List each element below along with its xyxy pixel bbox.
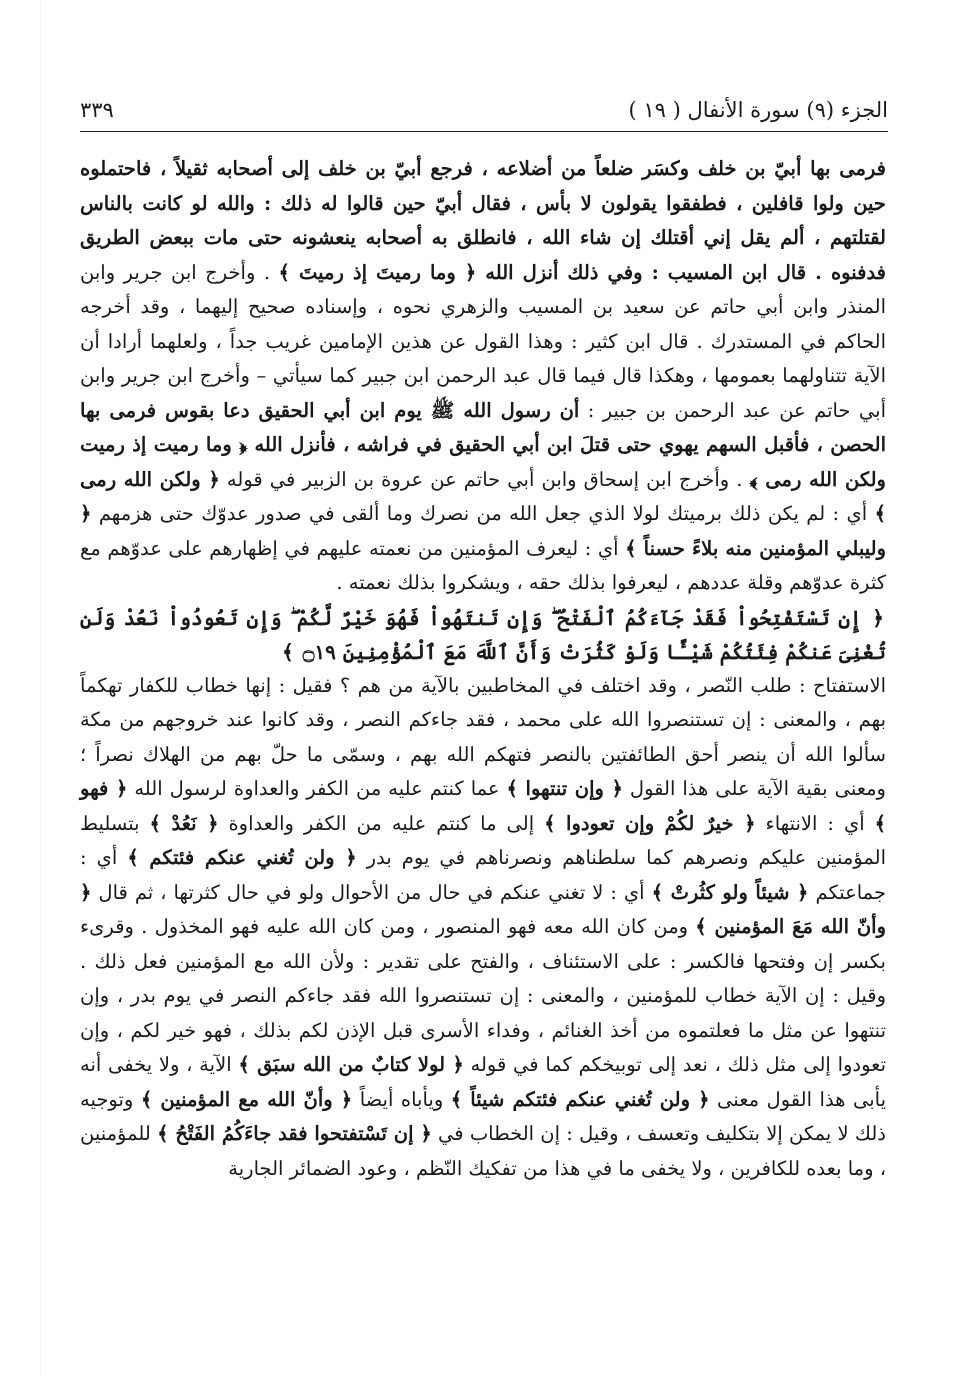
quoted-text-run: ﴿ وأنّ الله مع المؤمنين ﴾ bbox=[140, 1087, 353, 1111]
text-run: أي : ليعرف المؤمنين من نعمته عليهم في إظهارهم على عدوّهم مع كثرة عدوّهم وقلة عددهم ، ليعرفوا بذلك حقه ، ويشكروا بذلك نعمته . bbox=[80, 536, 886, 594]
quoted-text-run: ﴿ وليبلي المؤمنين منه بلاءً حسناً ﴾ bbox=[80, 502, 886, 560]
text-run: ويأباه أيضاً bbox=[352, 1087, 451, 1111]
text-run: أي : جماعتكم bbox=[80, 846, 886, 904]
quoted-text-run: ﴿ وإن تنتهوا ﴾ bbox=[506, 777, 623, 800]
page-body bbox=[80, 152, 886, 1186]
verse-text: إِن تَسْتَفْتِحُواْ فَقَدْ جَآءَكُمُ ٱلْفَتْحُ ۖ وَإِن تَنتَهُواْ فَهُوَ خَيْرٌ لَّكُمْ ۖ وَإِن تَعُودُواْ نَعُدْ وَلَن تُغْنِىَ عَنكُمْ فِئَتُكُمْ شَيْـًٔا وَلَوْ كَثُرَتْ وَأَنَّ ٱللَّهَ مَعَ ٱلْمُؤْمِنِينَ ۝١٩ bbox=[80, 605, 886, 664]
quoted-text-run: ﴿ وأنّ الله مَعَ المؤمنين ﴾ bbox=[80, 880, 886, 938]
verse-open-bracket: ﴿ bbox=[872, 605, 884, 630]
commentary-paragraph-1 bbox=[80, 152, 886, 601]
quoted-text-run: ﴿ لولا كتابٌ من الله سبَق ﴾ bbox=[238, 1053, 464, 1076]
text-run: الاستفتاح : طلب النّصر ، وقد اختلف في المخاطبين بالآية من هم ؟ فقيل : إنها خطاب للكفار تهكماً بهم ، والمعنى : إن تستنصروا الله على محمد ، فقد جاءكم النصر ، وقد كانوا عند خروجهم من مكة سألوا الله أن ينصر أحق الطائفتين بالنصر فتهكم الله بهم ، وسمّى ما حلّ بهم من الهلاك نصراً ؛ ومعنى بقية الآية على هذا القول bbox=[80, 673, 886, 800]
text-run: للمؤمنين ، وما بعده للكافرين ، ولا يخفى ما في هذا من تفكيك النّظم ، وعود الضمائر الجارية bbox=[80, 1122, 886, 1180]
quran-verse bbox=[80, 601, 886, 669]
text-run: أي : لم يكن ذلك برميتك لولا الذي جعل الله من نصرك وما ألقى في صدور عدوّك حتى هزمهم bbox=[91, 502, 875, 525]
text-run: بتسليط المؤمنين عليكم ونصرهم كما سلطناهم ونصرناهم في يوم بدر bbox=[80, 811, 887, 869]
verse-close-bracket: ﴾ bbox=[282, 639, 294, 664]
quoted-text-run: ﴿ خيرٌ لكُمْ وإن تعودوا ﴾ bbox=[544, 811, 756, 835]
quoted-text-run: ﴿ ولكن الله رمى ﴾ bbox=[80, 467, 886, 525]
text-run: ومن كان الله معه فهو المنصور ، ومن كان الله عليه فهو المخذول . وقرىء بكسر إن وفتحها فالكسر : على الاستئناف ، والفتح على تقدير : ولأن الله مع المؤمنين فعل ذلك . وقيل : إن الآية خطاب للمؤمنين ، والمعنى : إن تستنصروا الله فقد جاءكم النصر في يوم بدر ، وإن تنتهوا عن مثل ما فعلتموه من أخذ الغنائم ، وفداء الأسرى قبل الإذن لكم بذلك ، فهو خير لكم ، وإن تعودوا إلى مثل ذلك ، نعد إلى توبيخكم كما في قوله bbox=[80, 915, 886, 1076]
quoted-text-run: ﴿ ولن تُغني عنكم فئتكم ﴾ bbox=[127, 846, 357, 869]
quoted-text-run: أن رسول الله ﷺ يوم ابن أبي الحقيق دعا بقوس فرمى بها الحصن ، فأقبل السهم يهوي حتى قتلَ ابن أبي الحقيق في فراشه ، فأنزل الله ﴿ وما رميت إذ رميت ولكن الله رمى ﴾ bbox=[80, 398, 886, 491]
page-number: ٣٣٩ bbox=[80, 98, 114, 122]
text-run: الآية ، ولا يخفى أنه يأبى هذا القول معنى bbox=[80, 1053, 887, 1111]
text-run: أي : لا تغني عنكم في حال من الأحوال ولو في حال كثرتها ، ثم قال bbox=[91, 880, 652, 904]
quoted-text-run: ﴿ إن تَسْتفتحوا فقد جاءَكُمُ الفَتْحُ ﴾ bbox=[157, 1122, 432, 1145]
quoted-text-run: ﴿ شيئاً ولو كثُرتْ ﴾ bbox=[651, 880, 809, 904]
quoted-text-run: ﴿ نَعُدْ ﴾ bbox=[149, 811, 219, 835]
quoted-text-run: ﴿ ولن تُغني عنكم فئتكم شيئاً ﴾ bbox=[450, 1087, 710, 1111]
quoted-text-run: ﴿ وما رميتَ إذ رميتَ ﴾ bbox=[278, 260, 477, 284]
text-run: وتوجيه ذلك لا يمكن إلا بتكليف وتعسف ، وقيل : إن الخطاب في bbox=[80, 1087, 886, 1145]
text-run: . وأخرج ابن جرير وابن المنذر وابن أبي حاتم عن سعيد بن المسيب والزهري نحوه ، وإسناده صحيح إليهما ، وقد أخرجه الحاكم في المستدرك . قال ابن كثير : وهذا القول عن هذين الإمامين غريب جداً ، ولعلهما أرادا أن الآية تتناولهما بعمومها ، وهكذا قال فيما قال عبد الرحمن ابن جبير كما سيأتي – وأخرج ابن جرير وابن أبي حاتم عن عبد الرحمن بن جبير : bbox=[80, 260, 886, 422]
page-header bbox=[80, 96, 888, 130]
text-run: . وأخرج ابن إسحاق وابن أبي حاتم عن عروة بن الزبير في قوله bbox=[219, 467, 750, 491]
running-title: الجزء (٩) سورة الأنفال ( ١٩ ) bbox=[628, 98, 888, 122]
header-rule bbox=[80, 131, 888, 132]
quoted-text-run: فرمى بها أبيّ بن خلف وكسَر ضلعاً من أضلاعه ، فرجع أبيّ بن خلف إلى أصحابه ثقيلاً ، فاحتملوه حين ولوا قافلين ، فطفقوا يقولون لا بأس ، فقال أبيّ حين قالوا له ذلك : والله لو كانت بالناس لقتلتهم ، ألم يقل إني أقتلك إن شاء الله ، فانطلق به أصحابه ينعشونه حتى مات ببعض الطريق فدفنوه . قال ابن المسيب : وفي ذلك أنزل الله bbox=[80, 157, 886, 284]
commentary-paragraph-2 bbox=[80, 669, 886, 1187]
text-run: عما كنتم عليه من الكفر والعداوة لرسول الله bbox=[127, 777, 507, 800]
text-run: أي : الانتهاء bbox=[755, 811, 875, 835]
page-fold-shadow bbox=[40, 0, 41, 1376]
text-run: إلى ما كنتم عليه من الكفر والعداوة bbox=[218, 811, 545, 835]
quoted-text-run: ﴿ فهو ﴾ bbox=[80, 777, 887, 835]
